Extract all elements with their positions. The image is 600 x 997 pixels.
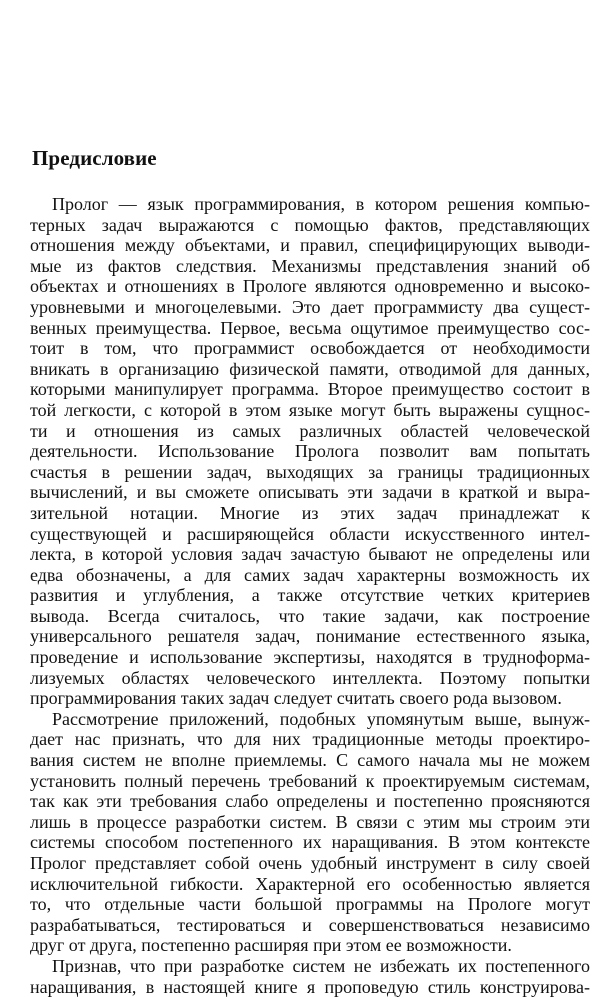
text-line: деятельности. Использование Пролога позволит вам попытать: [30, 441, 590, 462]
text-line: счастья в решении задач, выходящих за границы традиционных: [30, 461, 590, 482]
text-line: мые из фактов следствия. Механизмы представления знаний об: [30, 255, 590, 276]
paragraph-2: [30, 709, 590, 956]
text-line: Признав, что при разработке систем не избежать их постепенного: [52, 955, 590, 976]
text-line: лизуемых областях человеческого интеллекта. Поэтому попытки: [30, 667, 590, 688]
text-line: ти и отношения из самых различных областей человеческой: [30, 420, 590, 441]
text-line: универсального решателя задач, понимание естественного языка,: [30, 626, 590, 647]
text-line: тоит в том, что программист освобождается от необходимости: [30, 338, 590, 359]
paragraph-3: [30, 956, 590, 997]
text-line: вания систем не вполне приемлемы. С самого начала мы не можем: [30, 750, 590, 771]
text-line: вникать в организацию физической памяти, отводимой для данных,: [30, 358, 590, 379]
text-line: вычислений, и вы сможете описывать эти задачи в краткой и выра-: [30, 482, 590, 503]
text-line: Пролог представляет собой очень удобный инструмент в силу своей: [30, 853, 590, 873]
text-line: зительной нотации. Многие из этих задач принадлежат к: [30, 502, 590, 523]
text-line: отношения между объектами, и правил, специфицирующих выводи-: [30, 235, 590, 256]
text-line: проведение и использование экспертизы, находятся в трудноформа-: [30, 647, 590, 668]
text-line: лекта, в которой условия задач зачастую бывают не определены или: [30, 544, 590, 565]
text-line: лишь в процессе разработки систем. В связи с этим мы строим эти: [30, 811, 590, 832]
text-line: венных преимущества. Первое, весьма ощутимое преимущество сос-: [30, 317, 590, 338]
text-line: той легкости, с которой в этом языке могут быть выражены сущнос-: [30, 399, 590, 420]
section-heading: Предисловие: [32, 146, 157, 170]
text-line: Рассмотрение приложений, подобных упомянутым выше, вынуж-: [52, 708, 590, 729]
text-line: друг от друга, постепенно расширяя при этом ее возможности.: [30, 935, 512, 956]
text-line: существующей и расширяющейся области искусственного интел-: [30, 523, 590, 544]
text-line: дает нас признать, что для них традиционные методы проектиро-: [30, 729, 590, 750]
text-line: вывода. Всегда считалось, что такие задачи, как построение: [30, 605, 590, 626]
text-line: которыми манипулирует программа. Второе преимущество состоит в: [30, 379, 590, 400]
text-line: так как эти требования слабо определены и постепенно проясняются: [30, 791, 590, 812]
text-line: разрабатываться, тестироваться и совершенствоваться независимо: [30, 914, 590, 935]
text-line: объектах и отношениях в Прологе являются одновременно и высоко-: [30, 276, 590, 297]
text-line: исключительной гибкости. Характерной его особенностью является: [30, 873, 590, 894]
text-line: установить полный перечень требований к проектируемым системам,: [30, 770, 590, 791]
paragraph-1: [30, 194, 590, 709]
body-text: [30, 194, 590, 997]
text-line: терных задач выражаются с помощью фактов, представляющих: [30, 214, 590, 235]
text-line: развития и углубления, а также отсутствие четких критериев: [30, 585, 590, 606]
text-line: наращивания, в настоящей книге я проповедую стиль конструирова-: [30, 976, 590, 997]
text-line: системы способом постепенного их наращивания. В этом контексте: [30, 832, 590, 853]
text-line: Пролог — язык программирования, в котором решения компью-: [52, 194, 590, 214]
text-line: то, что отдельные части большой программы на Прологе могут: [30, 894, 590, 915]
text-line: едва обозначены, а для самих задач характерны возможность их: [30, 564, 590, 585]
text-line: программирования таких задач следует считать своего рода вызовом.: [30, 688, 562, 709]
text-line: уровневыми и многоцелевыми. Это дает программисту два сущест-: [30, 296, 590, 317]
